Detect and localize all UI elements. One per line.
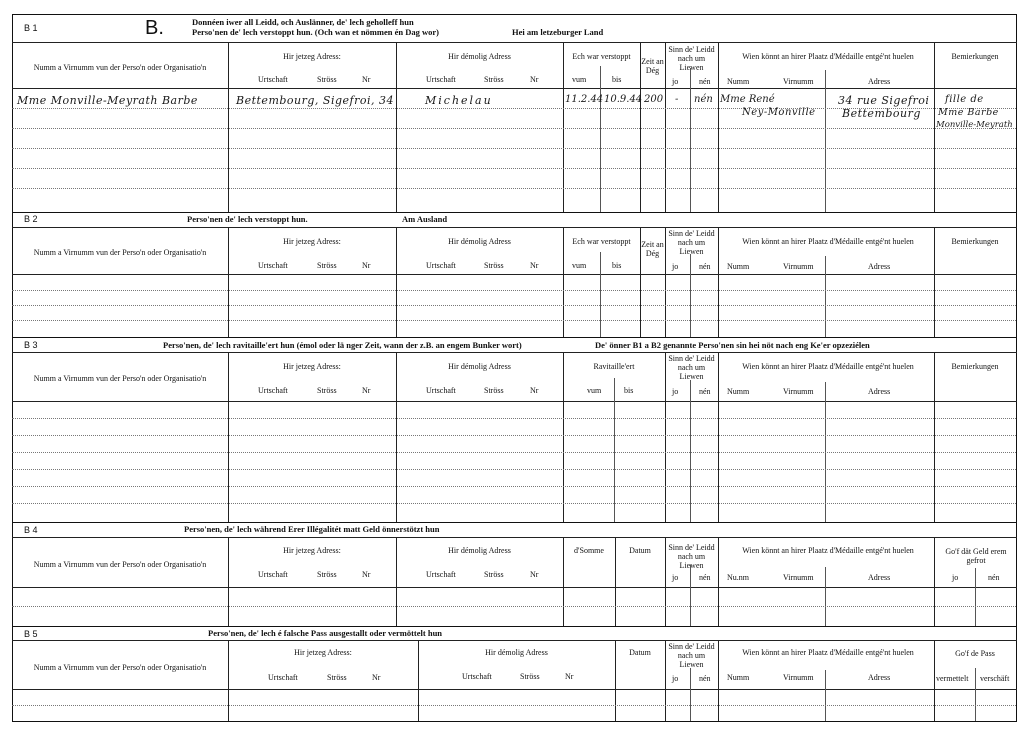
sub-street: Ströss [317, 75, 337, 84]
section-note: De' önner B1 a B2 genannte Perso'nen sin hei nöt nach eng Ke'er opzeziélen [595, 340, 870, 350]
sub-street: Ströss [327, 673, 347, 682]
col-alive-header: Sinn de' Leidd nach um Liewen [668, 642, 715, 669]
entry-from: 11.2.44 [565, 94, 604, 105]
sub-no: nén [699, 674, 711, 683]
section-title: Perso'nen, de' lech während Erer Illégalitét matt Geld önnerstötzt hun [184, 524, 440, 534]
entry-remarks-line2: Mme Barbe [938, 107, 999, 118]
form-letter: B. [145, 17, 164, 39]
frame-bottom [12, 721, 1017, 722]
col-name-header: Numm a Virnumm vun der Perso'n oder Organisatio'n [33, 248, 207, 257]
sub-name: Numm [727, 673, 750, 682]
frame-top [12, 14, 1017, 15]
entry-days: 200 [644, 94, 664, 105]
sub-nr: Nr [565, 672, 574, 681]
sub-firstname: Virnumm [783, 387, 814, 396]
section-code: B 4 [24, 525, 38, 535]
section-subtitle: Perso'nen de' lech verstoppt hun. (Och wan et nömmen én Dag wor) [192, 27, 439, 37]
sub-name: Numm [727, 387, 750, 396]
col-alive-header: Sinn de' Leidd nach um Liewen [668, 229, 715, 256]
sub-street: Ströss [484, 570, 504, 579]
col-current-address-header: Hir jetzeg Adress: [283, 362, 341, 371]
col-medal-header: Wien könnt an hirer Plaatz d'Médaille entgé'nt huelen [742, 362, 914, 371]
col-name-header: Numm a Virnumm vun der Perso'n oder Organisatio'n [33, 374, 207, 383]
section-location: Am Ausland [402, 214, 448, 224]
section-title: Perso'nen, de' lech é falsche Pass ausgestallt oder vermöttelt hun [208, 628, 443, 638]
col-remarks-header: Bemierkungen [951, 52, 999, 61]
col-time-header: Zeit an Dég [641, 57, 664, 75]
sub-to: bis [624, 386, 634, 395]
col-medal-header: Wien könnt an hirer Plaatz d'Médaille entgé'nt huelen [742, 237, 914, 246]
col-date-header: Datum [629, 546, 651, 555]
sub-name: Nu.nm [727, 573, 749, 582]
sub-street: Ströss [317, 386, 337, 395]
sub-nr: Nr [530, 75, 539, 84]
col-medal-header: Wien könnt an hirer Plaatz d'Médaille entgé'nt huelen [742, 546, 914, 555]
sub-street: Ströss [484, 261, 504, 270]
section-title: Perso'nen, de' lech ravitaille'ert hun (émol oder lä nger Zeit, wann der z.B. an engem Bunker wort) [163, 340, 522, 350]
entry-remarks-line3: Monville-Meyrath [936, 120, 1013, 130]
sub-nr: Nr [372, 673, 381, 682]
sub-yes: jo [672, 573, 679, 582]
sub-yes: jo [672, 262, 679, 271]
sub-town: Urtschaft [258, 386, 288, 395]
sub-firstname: Virnumm [783, 673, 814, 682]
col-name-header: Numm a Virnumm vun der Perso'n oder Organisatio'n [33, 63, 207, 72]
sub-nr: Nr [530, 261, 539, 270]
sub-no: nén [699, 387, 711, 396]
sub-street: Ströss [520, 672, 540, 681]
section-code: B 2 [24, 214, 38, 224]
col-date-header: Datum [629, 648, 651, 657]
sub-address: Adress [868, 673, 891, 682]
frame-right [1016, 14, 1017, 722]
sub-address: Adress [868, 77, 891, 86]
sub-name: Numm [727, 262, 750, 271]
entry-alive-no: nén [694, 94, 713, 105]
sub-no: nén [699, 573, 711, 582]
sub-no: nén [699, 262, 711, 271]
sub-nr: Nr [362, 75, 371, 84]
sub-town: Urtschaft [426, 570, 456, 579]
section-title: Donnéen iwer all Leidd, och Auslänner, de' lech geholleff hun [192, 17, 414, 27]
col-remarks-header: Bemierkungen [951, 362, 999, 371]
sub-town: Urtschaft [258, 75, 288, 84]
col-former-address-header: Hir démolig Adress [448, 52, 511, 61]
section-code: B 1 [24, 23, 38, 33]
entry-remarks-line1: fille de [945, 94, 984, 105]
entry-medal-address2: Bettembourg [842, 107, 921, 120]
col-current-address-header: Hir jetzeg Adress: [283, 52, 341, 61]
sub-town: Urtschaft [258, 261, 288, 270]
col-pass-header: Go'f de Pass [955, 649, 995, 658]
col-former-address-header: Hir démolig Adress [448, 362, 511, 371]
sub-town: Urtschaft [258, 570, 288, 579]
col-alive-header: Sinn de' Leidd nach um Liewen [668, 543, 715, 570]
sub-nr: Nr [530, 386, 539, 395]
col-medal-header: Wien könnt an hirer Plaatz d'Médaille entgé'nt huelen [742, 648, 914, 657]
col-alive-header: Sinn de' Leidd nach um Liewen [668, 45, 715, 72]
col-money-header: Go'f dät Geld erem gefrot [945, 547, 1007, 565]
sub-address: Adress [868, 573, 891, 582]
section-code: B 3 [24, 340, 38, 350]
col-current-address-header: Hir jetzeg Adress: [294, 648, 352, 657]
sub-nr: Nr [530, 570, 539, 579]
col-supplied-header: Ravitaille'ert [593, 362, 635, 371]
col-former-address-header: Hir démolig Adress [448, 546, 511, 555]
sub-yes: jo [672, 674, 679, 683]
entry-medal-address: 34 rue Sigefroi [838, 94, 930, 107]
sub-yes: jo [672, 387, 679, 396]
section-title: Perso'nen de' lech verstoppt hun. [187, 214, 308, 224]
sub-name: Numm [727, 77, 750, 86]
sub-town: Urtschaft [268, 673, 298, 682]
entry-to: 10.9.44 [604, 94, 643, 105]
entry-name: Mme Monville-Meyrath Barbe [17, 94, 198, 107]
sub-yes: jo [952, 573, 959, 582]
col-medal-header: Wien könnt an hirer Plaatz d'Médaille entgé'nt huelen [742, 52, 914, 61]
entry-former-address: Michelau [425, 94, 493, 107]
sub-from: vum [572, 75, 587, 84]
col-hidden-header: Ech war verstoppt [572, 237, 631, 246]
entry-current-address: Bettembourg, Sigefroi, 34 [236, 94, 394, 107]
sub-nr: Nr [362, 261, 371, 270]
section-code: B 5 [24, 629, 38, 639]
col-former-address-header: Hir démolig Adress [485, 648, 548, 657]
sub-town: Urtschaft [426, 386, 456, 395]
sub-address: Adress [868, 387, 891, 396]
col-current-address-header: Hir jetzeg Adress: [283, 546, 341, 555]
sub-to: bis [612, 261, 622, 270]
sub-street: Ströss [317, 570, 337, 579]
sub-nr: Nr [362, 570, 371, 579]
sub-town: Urtschaft [426, 261, 456, 270]
col-name-header: Numm a Virnumm vun der Perso'n oder Organisatio'n [33, 663, 207, 672]
sub-no: nén [988, 573, 1000, 582]
sub-yes: jo [672, 77, 679, 86]
entry-medal-name2: Ney-Monville [742, 107, 816, 118]
col-remarks-header: Bemierkungen [951, 237, 999, 246]
col-current-address-header: Hir jetzeg Adress: [283, 237, 341, 246]
sub-street: Ströss [484, 75, 504, 84]
sub-town: Urtschaft [426, 75, 456, 84]
sub-from: vum [572, 261, 587, 270]
sub-street: Ströss [484, 386, 504, 395]
sub-nr: Nr [362, 386, 371, 395]
sub-to: bis [612, 75, 622, 84]
sub-from: vum [587, 386, 602, 395]
sub-address: Adress [868, 262, 891, 271]
sub-town: Urtschaft [462, 672, 492, 681]
sub-firstname: Virnumm [783, 573, 814, 582]
sub-firstname: Virnumm [783, 262, 814, 271]
col-alive-header: Sinn de' Leidd nach um Liewen [668, 354, 715, 381]
sub-made: verschäft [980, 674, 1010, 683]
section-location: Hei am letzeburger Land [512, 27, 604, 37]
sub-no: nén [699, 77, 711, 86]
col-sum-header: d'Somme [574, 546, 604, 555]
col-former-address-header: Hir démolig Adress [448, 237, 511, 246]
sub-issued: vermettelt [936, 674, 969, 683]
sub-firstname: Virnumm [783, 77, 814, 86]
col-time-header: Zeit an Dég [641, 240, 664, 258]
col-name-header: Numm a Virnumm vun der Perso'n oder Organisatio'n [33, 560, 207, 569]
frame-left [12, 14, 13, 722]
entry-alive-yes: - [675, 94, 679, 105]
col-hidden-header: Ech war verstoppt [572, 52, 631, 61]
entry-medal-name: Mme René [720, 94, 775, 105]
sub-street: Ströss [317, 261, 337, 270]
